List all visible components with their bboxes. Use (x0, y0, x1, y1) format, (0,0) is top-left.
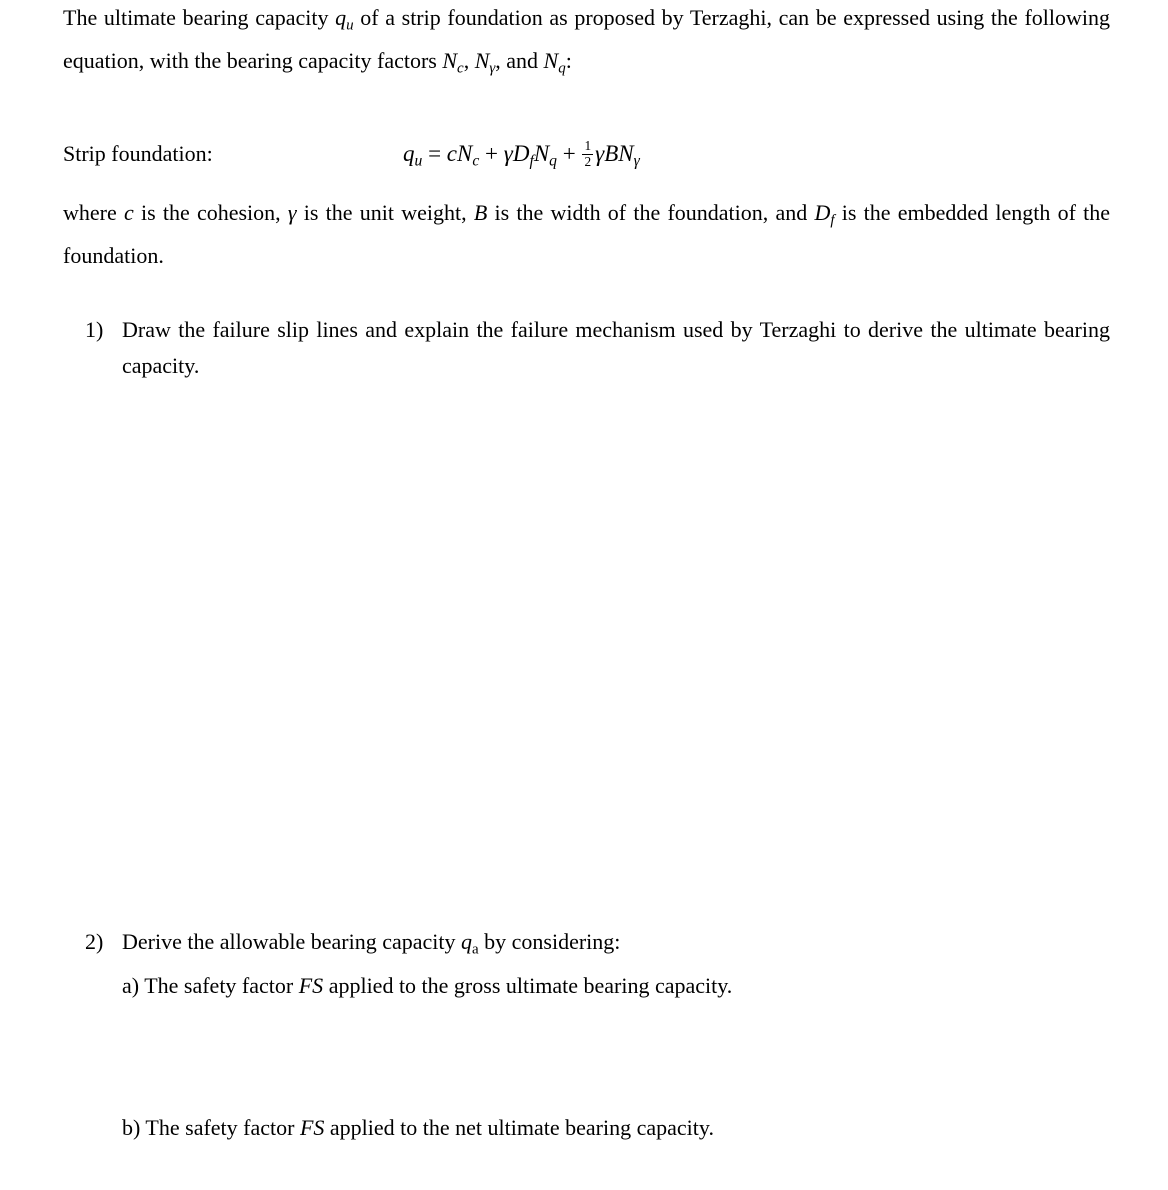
question-2-text: Derive the allowable bearing capacity $q_a$ by considering: (122, 929, 621, 958)
question-2-item (85, 924, 1110, 967)
equation-label: Strip foundation: (63, 140, 213, 166)
equation-row (63, 133, 1110, 175)
question-1-text: Draw the failure slip lines and explain the failure mechanism used by Terzaghi to derive the ultimate bearing capacity. (122, 317, 1110, 379)
definitions-paragraph: where c is the cohesion, γ is the unit weight, B is the width of the foundation, and $D_f$ is the embedded length of the foundation. (63, 199, 1111, 269)
strip-foundation-equation: $q_u = cN_c + \gamma D_fN_q$ + $\frac{1}{2}$ γBN$_\gamma$ (403, 138, 640, 170)
intro-paragraph: The ultimate bearing capacity $q_u$ of a strip foundation as proposed by Terzaghi, can be expressed using the following equation, with the bearing capacity factors $N_c$, $N_\gamma$, and $N_q$: (63, 5, 1110, 77)
question-1-number: 1) (85, 317, 104, 343)
question-2-number: 2) (85, 929, 104, 955)
question-2b-text: b) The safety factor FS applied to the net ultimate bearing capacity. (122, 1114, 714, 1140)
question-1-item (85, 312, 1110, 384)
question-2a-text: a) The safety factor FS applied to the gross ultimate bearing capacity. (122, 972, 733, 998)
